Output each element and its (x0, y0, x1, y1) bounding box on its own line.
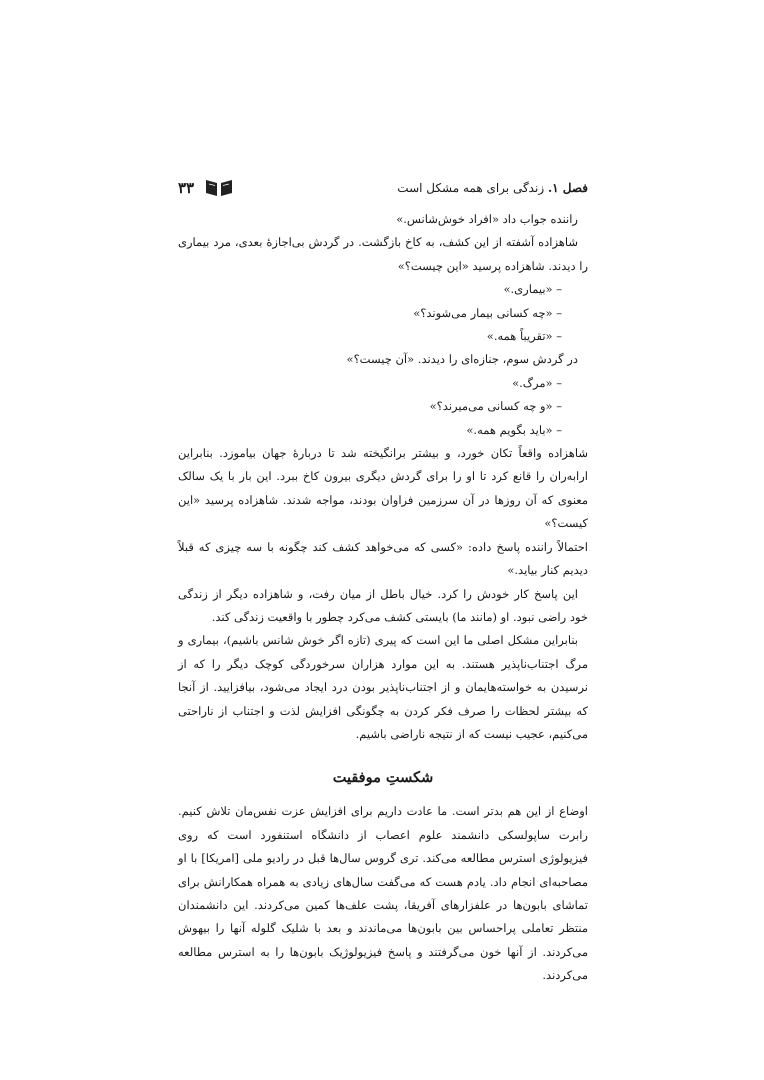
chapter-prefix: فصل ۱. (547, 181, 588, 195)
body-text (178, 208, 588, 988)
paragraphs-before (178, 208, 588, 746)
section-heading: شکستِ موفقیت (332, 769, 434, 787)
paragraph: اوضاع از این هم بدتر است. ما عادت داریم برای افزایش عزت نفس‌مان تلاش کنیم. رابرت ساپولسکی دانشمند علوم اعصاب از دانشگاه استنفورد است که روی فیزیولوژی استرس مطالعه می‌کند. تری گروس سال‌ها قبل در رادیو ملی [امریکا] با او مصاحبه‌ای انجام داد. یادم هست که می‌گفت سال‌های زیادی به همراه همکارانش برای تماشای بابون‌ها در علفزارهای آفریقا، پشت علف‌ها کمین می‌کردند. این دانشمندان منتظر تعاملی پراحساس بین بابون‌ها می‌ماندند و بعد با شلیک گلوله آنها را بیهوش می‌کردند. از آنها خون می‌گرفتند و پاسخ فیزیولوژیک بابون‌ها را به استرس مطالعه می‌کردند. (178, 804, 588, 983)
paragraph: بنابراین مشکل اصلی ما این است که پیری (تازه اگر خوش شانس باشیم)، بیماری و مرگ اجتناب‌ناپذیر هستند. به این موارد هزاران سرخوردگی کوچک دیگر را که از نرسیدن به خواسته‌هایمان و از اجتناب‌ناپذیر بودن درد ایجاد می‌شود، بیافزایید. از آنجا که بیشتر لحظات را صرف فکر کردن به چگونگی افزایش لذت و اجتناب از ناراحتی می‌کنیم، عجیب نیست که از نتیجه ناراضی باشیم. (178, 633, 588, 741)
dialogue-line: – «و چه کسانی می‌میرند؟» (429, 399, 562, 414)
dialogue-line: – «چه کسانی بیمار می‌شوند؟» (413, 305, 562, 320)
dialogue-line: – «باید بگویم همه.» (466, 422, 562, 437)
dialogue-line: – «مرگ.» (512, 375, 562, 390)
dialogue-line: – «تقریباً همه.» (486, 329, 562, 344)
chapter-title (397, 181, 588, 195)
paragraph: این پاسخ کار خودش را کرد. خیال باطل از میان رفت، و شاهزاده دیگر از زندگی خود راضی نبود. او (مانند ما) بایستی کشف می‌کرد چطور با واقعیت زندگی کند. (178, 586, 588, 624)
paragraph: احتمالاً راننده پاسخ داده: «کسی که می‌خواهد کشف کند چگونه با سه چیزی که قبلاً دیدیم کنار بیاید.» (178, 539, 588, 578)
paragraphs-after (178, 800, 588, 987)
dialogue-line: – «بیماری.» (503, 282, 562, 297)
page-number: ۳۳ (178, 179, 195, 197)
running-header (178, 176, 588, 200)
book-icon (204, 178, 234, 198)
paragraph: در گردش سوم، جنازه‌ای را دیدند. «آن چیست؟» (346, 352, 578, 367)
chapter-title-text: زندگی برای همه مشکل است (397, 181, 548, 195)
paragraph: شاهزاده واقعاً تکان خورد، و بیشتر برانگیخته شد تا دربارهٔ جهان بیاموزد. بنابراین ارابه‌ران را قانع کرد تا او را برای گردش دیگری بیرون کاخ ببرد. این بار با یک سالک معنوی که آن روزها در آن سرزمین فراوان بودند، مواجه شدند. شاهزاده پرسید «این کیست؟» (178, 446, 588, 531)
paragraph: شاهزاده آشفته از این کشف، به کاخ بازگشت. در گردش بی‌اجازهٔ بعدی، مرد بیماری را دیدند. شاهزاده پرسید «این چیست؟» (178, 235, 588, 273)
paragraph: راننده جواب داد «افراد خوش‌شانس.» (396, 212, 578, 226)
header-left (178, 178, 234, 198)
